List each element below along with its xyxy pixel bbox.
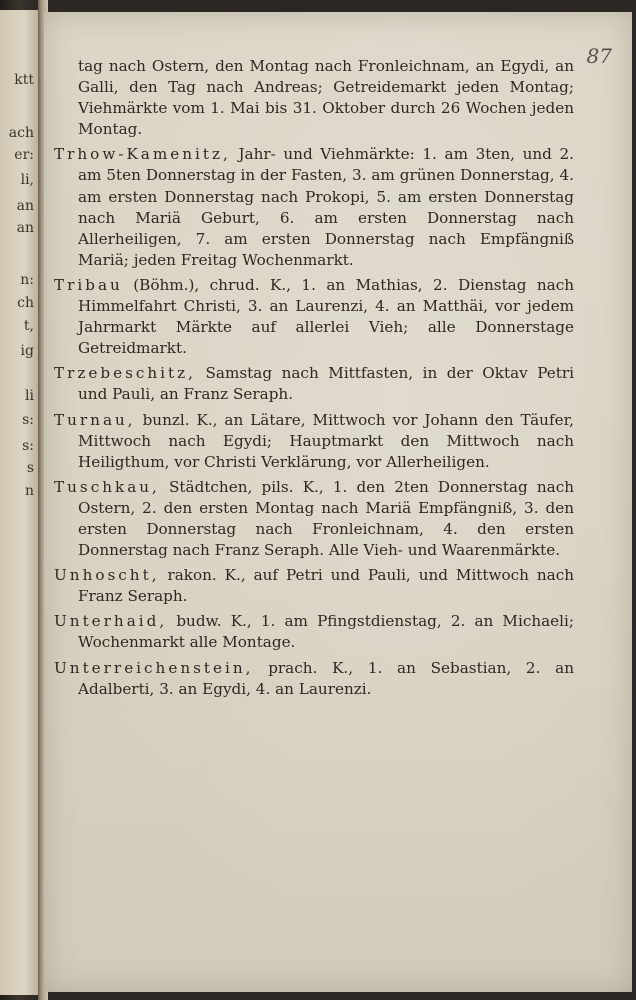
place-name: Trzebeschitz, xyxy=(54,364,196,383)
entry-text: Städtchen, pils. K., 1. den 2ten Donnerstag nach Ostern, 2. den ersten Montag nach Mariä Empfängniß, 3. den ersten Donnerstag nach Fronleichnam, 4. den ersten Donnerstag nach Franz Seraph. Alle Vieh- und Waarenmärkte. xyxy=(78,477,574,560)
entry-trzebeschitz xyxy=(54,363,574,405)
left-fragment: an xyxy=(16,198,34,214)
entry-text: tag nach Ostern, den Montag nach Fronleichnam, an Egydi, an Galli, den Tag nach Andreas; Getreidemarkt jeden Montag; Viehmärkte vom 1. Mai bis 31. Oktober durch 26 Wochen jeden Montag. xyxy=(78,57,574,139)
place-name: Tuschkau, xyxy=(54,477,160,496)
entry-text: Samstag nach Mittfasten, in der Oktav Petri und Pauli, an Franz Seraph. xyxy=(78,364,574,404)
left-fragment: an xyxy=(16,220,34,236)
left-fragment: er: xyxy=(14,147,34,163)
page-text xyxy=(54,56,574,704)
entry-turnau xyxy=(54,410,574,473)
entry-trhow-kamenitz xyxy=(54,144,574,271)
entry-text: budw. K., 1. am Pfingstdienstag, 2. an Michaeli; Wochenmarkt alle Montage. xyxy=(78,612,574,652)
left-fragment: ig xyxy=(20,343,34,359)
place-name: Unterreichenstein, xyxy=(54,658,254,677)
entry-text: rakon. K., auf Petri und Pauli, und Mittwoch nach Franz Seraph. xyxy=(78,566,574,606)
left-fragment: n xyxy=(24,483,34,499)
entry-unhoscht xyxy=(54,565,574,607)
left-fragment: t, xyxy=(23,318,34,334)
left-fragment: s: xyxy=(22,438,34,454)
book-page xyxy=(44,12,632,992)
entry-text: Jahr- und Viehmärkte: 1. am 3ten, und 2. am 5ten Donnerstag in der Fasten, 3. am grünen Donnerstag, 4. am ersten Donnerstag nach Prokopi, 5. am ersten Donnerstag nach Mariä Geburt, 6. am ersten Donnerstag nach Allerheiligen, 7. am ersten Donnerstag nach Empfängniß Mariä; jeden Freitag Wochenmarkt. xyxy=(78,145,574,269)
entry-tribau xyxy=(54,275,574,359)
page-number: 87 xyxy=(586,44,612,68)
entry-unterhaid xyxy=(54,611,574,653)
left-fragment: li, xyxy=(20,172,34,188)
place-name: Tribau xyxy=(54,275,123,294)
left-fragment: ach xyxy=(8,125,34,141)
left-fragment: ktt xyxy=(14,72,34,88)
entry-text: (Böhm.), chrud. K., 1. an Mathias, 2. Dienstag nach Himmelfahrt Christi, 3. an Laurenzi, 4. an Matthäi, vor jedem Jahrmarkt Märkte auf allerlei Vieh; alle Donnerstage Getreidmarkt. xyxy=(78,275,574,358)
place-name: Unhoscht, xyxy=(54,566,160,585)
left-fragment: n: xyxy=(20,272,34,288)
left-fragment: li xyxy=(25,388,34,404)
left-fragment: s xyxy=(26,460,34,476)
place-name: Unterhaid, xyxy=(54,612,168,631)
entry-tuschkau xyxy=(54,477,574,561)
entry-continuation xyxy=(54,56,574,140)
entry-unterreichenstein xyxy=(54,658,574,700)
entry-text: bunzl. K., an Lätare, Mittwoch vor Johann den Täufer, Mittwoch nach Egydi; Hauptmarkt den Mittwoch nach Heiligthum, vor Christi Verklärung, vor Allerheiligen. xyxy=(78,410,574,471)
left-page-edge xyxy=(0,10,41,995)
left-fragment: ch xyxy=(17,295,34,311)
left-fragment: s: xyxy=(22,412,34,428)
entry-text: prach. K., 1. an Sebastian, 2. an Adalberti, 3. an Egydi, 4. an Laurenzi. xyxy=(78,658,574,698)
place-name: Trhow-Kamenitz, xyxy=(54,145,231,164)
place-name: Turnau, xyxy=(54,410,136,429)
